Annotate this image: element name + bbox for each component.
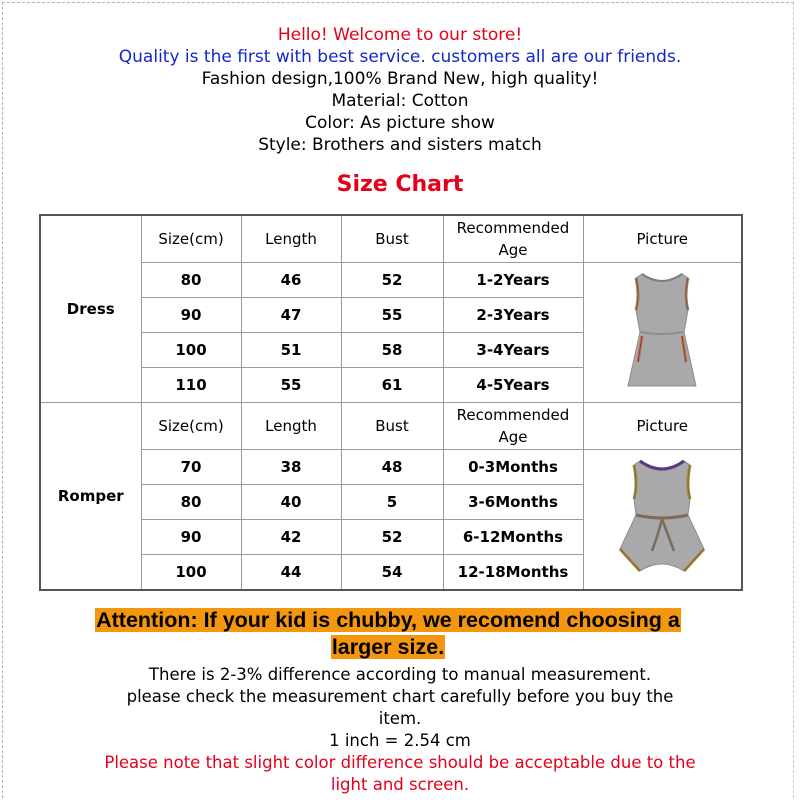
dress-header-bust: Bust <box>341 215 443 262</box>
dress-size-cell: 80 <box>141 262 241 297</box>
romper-length-cell: 38 <box>241 449 341 484</box>
dress-age-cell: 4-5Years <box>443 367 583 402</box>
romper-header-size: Size(cm) <box>141 402 241 449</box>
romper-size-cell: 70 <box>141 449 241 484</box>
measurement-notes <box>0 664 800 796</box>
romper-size-cell: 100 <box>141 554 241 590</box>
attention-line-2: larger size. <box>331 635 445 659</box>
color-text: Color: As picture show <box>305 113 495 133</box>
romper-age-cell: 6-12Months <box>443 519 583 554</box>
size-chart-title: Size Chart <box>336 172 464 197</box>
dress-length-cell: 47 <box>241 297 341 332</box>
dress-header-picture: Picture <box>583 215 742 262</box>
romper-size-cell: 80 <box>141 484 241 519</box>
check-note-line-2: item. <box>378 709 422 728</box>
dress-category-label: Dress <box>40 215 141 402</box>
table-row <box>40 449 742 484</box>
inch-conversion: 1 inch = 2.54 cm <box>329 731 471 750</box>
romper-age-cell: 3-6Months <box>443 484 583 519</box>
dress-picture-cell <box>583 262 742 402</box>
attention-notice <box>43 607 733 661</box>
romper-length-cell: 42 <box>241 519 341 554</box>
romper-bust-cell: 52 <box>341 519 443 554</box>
romper-category-label: Romper <box>40 402 141 590</box>
greeting-text: Hello! Welcome to our store! <box>277 25 523 45</box>
romper-bust-cell: 5 <box>341 484 443 519</box>
attention-line-1: Attention: If your kid is chubby, we recomend choosing a <box>96 608 680 632</box>
dress-size-cell: 100 <box>141 332 241 367</box>
romper-age-cell: 12-18Months <box>443 554 583 590</box>
dress-age-cell: 1-2Years <box>443 262 583 297</box>
dress-length-cell: 46 <box>241 262 341 297</box>
color-note-line-1: Please note that slight color difference should be acceptable due to the <box>104 753 696 772</box>
dress-age-cell: 3-4Years <box>443 332 583 367</box>
dress-header-row <box>40 215 742 262</box>
style-text: Style: Brothers and sisters match <box>258 135 542 155</box>
romper-header-length: Length <box>241 402 341 449</box>
size-chart-table <box>39 214 743 591</box>
dress-size-cell: 110 <box>141 367 241 402</box>
dress-image <box>612 266 712 394</box>
table-row <box>40 262 742 297</box>
material-text: Material: Cotton <box>331 91 469 111</box>
dress-header-age: Recommended Age <box>443 215 583 262</box>
dress-header-length: Length <box>241 215 341 262</box>
romper-header-bust: Bust <box>341 402 443 449</box>
romper-size-cell: 90 <box>141 519 241 554</box>
romper-picture-cell <box>583 449 742 590</box>
romper-length-cell: 40 <box>241 484 341 519</box>
color-note-line-2: light and screen. <box>330 775 470 794</box>
romper-age-cell: 0-3Months <box>443 449 583 484</box>
quality-text: Quality is the first with best service. customers all are our friends. <box>118 47 682 67</box>
romper-header-row <box>40 402 742 449</box>
dress-size-cell: 90 <box>141 297 241 332</box>
dress-header-size: Size(cm) <box>141 215 241 262</box>
dress-bust-cell: 58 <box>341 332 443 367</box>
difference-note: There is 2-3% difference according to manual measurement. <box>148 665 652 684</box>
check-note-line-1: please check the measurement chart carefully before you buy the <box>126 687 674 706</box>
dress-bust-cell: 55 <box>341 297 443 332</box>
dress-length-cell: 51 <box>241 332 341 367</box>
dress-bust-cell: 61 <box>341 367 443 402</box>
romper-header-picture: Picture <box>583 402 742 449</box>
romper-bust-cell: 54 <box>341 554 443 590</box>
romper-image <box>612 453 712 581</box>
romper-bust-cell: 48 <box>341 449 443 484</box>
romper-header-age: Recommended Age <box>443 402 583 449</box>
romper-length-cell: 44 <box>241 554 341 590</box>
fashion-text: Fashion design,100% Brand New, high quality! <box>201 69 599 89</box>
dress-age-cell: 2-3Years <box>443 297 583 332</box>
store-intro <box>0 24 800 156</box>
dress-length-cell: 55 <box>241 367 341 402</box>
dress-bust-cell: 52 <box>341 262 443 297</box>
